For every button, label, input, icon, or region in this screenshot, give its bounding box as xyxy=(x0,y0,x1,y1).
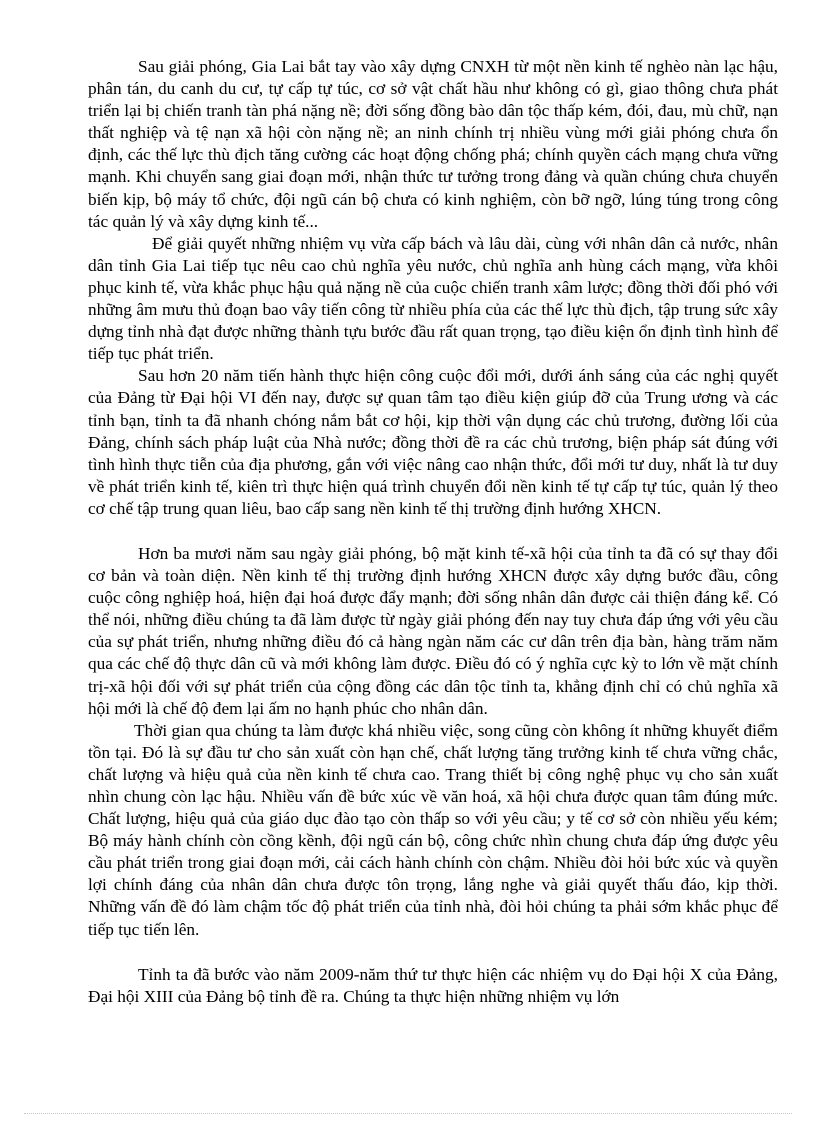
page-bottom-rule xyxy=(24,1113,792,1114)
paragraph-thirty-years: Hơn ba mươi năm sau ngày giải phóng, bộ mặt kinh tế-xã hội của tỉnh ta đã có sự thay đổi cơ bản và toàn diện. Nền kinh tế thị trường định hướng XHCN được xây dựng bước đầu, công cuộc công nghiệp hoá, hiện đại hoá được đẩy mạnh; đời sống nhân dân được cải thiện đáng kể. Có thể nói, những điều chúng ta đã làm được từ ngày giải phóng đến nay tuy chưa đáp ứng với yêu cầu của sự phát triển, nhưng những điều đó cả hàng ngàn năm các cư dân trên địa bàn, hàng trăm năm qua các chế độ thực dân cũ và mới không làm được. Điều đó có ý nghĩa cực kỳ to lớn về mặt chính trị-xã hội đối với sự phát triển của cộng đồng các dân tộc tỉnh ta, khẳng định chỉ có chủ nghĩa xã hội mới là chế độ đem lại ấm no hạnh phúc cho nhân dân. xyxy=(88,543,778,718)
paragraph-post-liberation: Sau giải phóng, Gia Lai bắt tay vào xây dựng CNXH từ một nền kinh tế nghèo nàn lạc hậu, phân tán, du canh du cư, tự cấp tự túc, cơ sở vật chất hầu như không có gì, giao thông chưa phát triển lại bị chiến tranh tàn phá nặng nề; đời sống đồng bào dân tộc thấp kém, đói, đau, mù chữ, nạn thất nghiệp và tệ nạn xã hội còn nặng nề; an ninh chính trị nhiều vùng mới giải phóng chưa ổn định, các thế lực thù địch tăng cường các hoạt động chống phá; chính quyền cách mạng chưa vững mạnh. Khi chuyển sang giai đoạn mới, nhận thức tư tưởng trong đảng và quần chúng chưa chuyển biến kịp, bộ máy tổ chức, đội ngũ cán bộ chưa có kinh nghiệm, còn bỡ ngỡ, lúng túng trong công tác quản lý và xây dựng kinh tế... xyxy=(88,57,778,231)
paragraph-renovation: Sau hơn 20 năm tiến hành thực hiện công cuộc đổi mới, dưới ánh sáng của các nghị quyết của Đảng từ Đại hội VI đến nay, được sự quan tâm tạo điều kiện giúp đỡ của Trung ương và các tỉnh bạn, tỉnh ta đã nhanh chóng nắm bắt cơ hội, kịp thời vận dụng các chủ trương, đường lối của Đảng, chính sách pháp luật của Nhà nước; đồng thời đề ra các chủ trương, biện pháp sát đúng với tình hình thực tiễn của địa phương, gắn với việc nâng cao nhận thức, đổi mới tư duy, nhất là tư duy về phát triển kinh tế, kiên trì thực hiện quá trình chuyển đổi nền kinh tế tự cấp tự túc, quản lý theo cơ chế tập trung quan liêu, bao cấp sang nền kinh tế thị trường định hướng XHCN. xyxy=(88,366,778,518)
paragraph-spacer xyxy=(88,520,778,543)
paragraph-2009: Tỉnh ta đã bước vào năm 2009-năm thứ tư thực hiện các nhiệm vụ do Đại hội X của Đảng, Đại hội XIII của Đảng bộ tỉnh đề ra. Chúng ta thực hiện những nhiệm vụ lớn xyxy=(88,964,778,1006)
paragraph-tasks: Để giải quyết những nhiệm vụ vừa cấp bách và lâu dài, cùng với nhân dân cả nước, nhân dân tỉnh Gia Lai tiếp tục nêu cao chủ nghĩa yêu nước, chủ nghĩa anh hùng cách mạng, vừa khôi phục kinh tế, vừa khắc phục hậu quả nặng nề của cuộc chiến tranh xâm lược; đồng thời đối phó với những âm mưu thủ đoạn bao vây tiến công từ nhiều phía của các thế lực thù địch, tập trung sức xây dựng tỉnh nhà đạt được những thành tựu bước đầu rất quan trọng, tạo điều kiện ổn định tình hình để tiếp tục phát triển. xyxy=(88,233,778,364)
paragraph-spacer xyxy=(88,941,778,964)
paragraph-shortcomings: Thời gian qua chúng ta làm được khá nhiều việc, song cũng còn không ít những khuyết điểm tồn tại. Đó là sự đầu tư cho sản xuất còn hạn chế, chất lượng tăng trưởng kinh tế chưa vững chắc, chất lượng và hiệu quả của nền kinh tế chưa cao. Trang thiết bị công nghệ phục vụ cho sản xuất nhìn chung còn lạc hậu. Nhiều vấn đề bức xúc về văn hoá, xã hội chưa được quan tâm đúng mức. Chất lượng, hiệu quả của giáo dục đào tạo còn thấp so với yêu cầu; y tế cơ sở còn nhiều yếu kém; Bộ máy hành chính còn cồng kềnh, đội ngũ cán bộ, công chức nhìn chung chưa đáp ứng được yêu cầu phát triển trong giai đoạn mới, cải cách hành chính còn chậm. Nhiều đòi hỏi bức xúc và quyền lợi chính đáng của nhân dân chưa được tôn trọng, lắng nghe và giải quyết thấu đáo, kịp thời. Những vấn đề đó làm chậm tốc độ phát triển của tỉnh nhà, đòi hỏi chúng ta phải sớm khắc phục để tiếp tục tiến lên. xyxy=(88,720,778,939)
document-page xyxy=(88,56,778,1008)
